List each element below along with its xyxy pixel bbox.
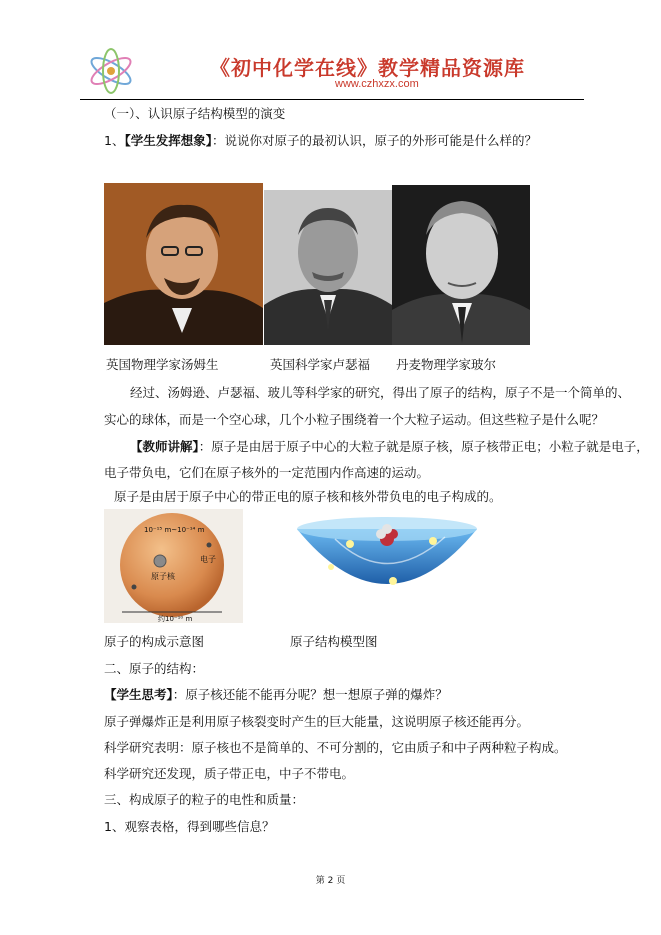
section2-title: 二、原子的结构： — [104, 661, 205, 676]
section3-title: 三、构成原子的粒子的电性和质量： — [104, 792, 305, 807]
label-atom-size: 约10⁻¹⁰ m — [158, 615, 193, 623]
question-text: ：说说你对原子的最初认识，原子的外形可能是什么样的？ — [211, 133, 537, 148]
section1-title: （一）、认识原子结构模型的演变 — [104, 106, 286, 121]
caption-composition: 原子的构成示意图 — [104, 634, 205, 649]
label-nucleus: 原子核 — [151, 572, 175, 581]
question-number: 1、 — [104, 133, 125, 148]
page-number: 第 2 页 — [315, 876, 346, 886]
label-electron: 电子 — [200, 555, 216, 564]
question-table: 1、观察表格，得到哪些信息？ — [104, 819, 275, 834]
atom-logo-icon — [85, 46, 137, 96]
brand-url: www.czhxzx.com — [335, 78, 419, 90]
think-label: 【学生思考】 — [104, 687, 173, 702]
line-research-2: 科学研究还发现，质子带正电，中子不带电。 — [104, 766, 355, 781]
brand-title: 《初中化学在线》教学精品资源库 — [210, 56, 525, 80]
caption-model: 原子结构模型图 — [290, 634, 378, 649]
question-label: 【学生发挥想象】 — [124, 133, 212, 148]
think-text: ：原子核还能不能再分呢？想一想原子弹的爆炸？ — [172, 687, 448, 702]
question-imagine — [104, 133, 537, 149]
paragraph-history-line1: 经过、汤姆逊、卢瑟福、玻儿等科学家的研究，得出了原子的结构，原子不是一个简单的、 — [130, 385, 631, 400]
caption-bohr: 丹麦物理学家玻尔 — [396, 357, 497, 372]
line-atomic-bomb: 原子弹爆炸正是利用原子核裂变时产生的巨大能量，这说明原子核还能再分。 — [104, 714, 530, 729]
header-divider — [80, 99, 584, 100]
portrait-bohr — [392, 185, 530, 345]
label-nucleus-size: 10⁻¹⁵ m~10⁻¹⁴ m — [144, 526, 205, 534]
student-think — [104, 687, 448, 703]
teacher-text: ：原子是由居于原子中心的大粒子就是原子核，原子核带正电；小粒子就是电子， — [198, 439, 649, 454]
caption-thomson: 英国物理学家汤姆生 — [106, 357, 219, 372]
caption-rutherford: 英国科学家卢瑟福 — [270, 357, 371, 372]
line-research-1: 科学研究表明：原子核也不是简单的、不可分割的，它由质子和中子两种粒子构成。 — [104, 740, 567, 755]
atom-structure-model — [295, 509, 479, 623]
atom-summary: 原子是由居于原子中心的带正电的原子核和核外带负电的电子构成的。 — [114, 489, 502, 504]
portrait-thomson — [104, 183, 263, 345]
portrait-rutherford — [264, 190, 392, 345]
teacher-explain-line1 — [130, 439, 649, 455]
atom-composition-diagram — [104, 509, 243, 623]
teacher-explain-line2: 电子带负电，它们在原子核外的一定范围内作高速的运动。 — [104, 465, 430, 480]
teacher-label: 【教师讲解】 — [130, 439, 199, 454]
paragraph-history-line2: 实心的球体，而是一个空心球，几个小粒子围绕着一个大粒子运动。但这些粒子是什么呢？ — [104, 412, 605, 427]
